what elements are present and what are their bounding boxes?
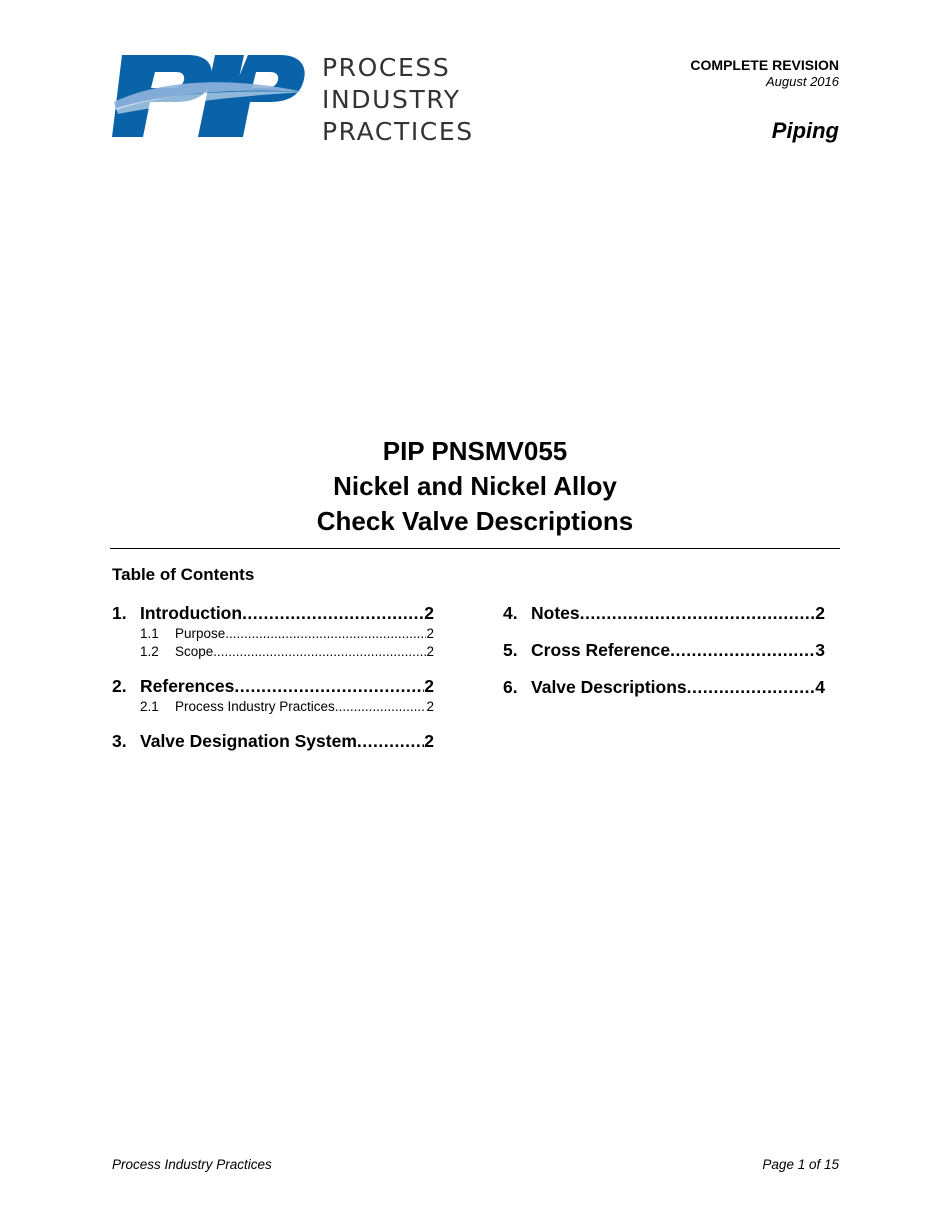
toc-subentry-label: Purpose (175, 626, 226, 641)
toc-entry[interactable] (503, 601, 825, 625)
title-line-3: Check Valve Descriptions (316, 506, 634, 536)
document-category: Piping (771, 118, 839, 143)
toc-subentry-number: 1.1 (140, 626, 159, 641)
toc-leader (357, 729, 424, 753)
toc-leader (225, 625, 426, 643)
toc-section (112, 674, 434, 716)
toc-subentry[interactable] (112, 625, 434, 643)
title-divider (110, 548, 840, 549)
title-line-2: Nickel and Nickel Alloy (333, 471, 617, 501)
toc-entry-number: 4. (503, 603, 518, 623)
footer-organization: Process Industry Practices (112, 1157, 272, 1172)
toc-subentry[interactable] (112, 643, 434, 661)
toc-leader (213, 643, 426, 661)
toc-subentry-label: Process Industry Practices (175, 699, 335, 714)
toc-entry-page: 2 (424, 731, 434, 751)
toc-entry-label: Notes (531, 603, 580, 623)
pip-logo (110, 52, 480, 144)
toc-entry-number: 3. (112, 731, 127, 751)
toc-entry-page: 2 (424, 676, 434, 696)
toc-entry-page: 4 (815, 677, 825, 697)
toc-entry-number: 6. (503, 677, 518, 697)
revision-date: August 2016 (765, 74, 839, 89)
toc-entry-page: 3 (815, 640, 825, 660)
toc-entry-number: 1. (112, 603, 127, 623)
toc-entry-label: Valve Descriptions (531, 677, 687, 697)
toc-leader (242, 601, 424, 625)
toc-entry-label: Introduction (140, 603, 243, 623)
toc-subentry-page: 2 (426, 699, 434, 714)
toc-leader (670, 638, 815, 662)
toc-entry[interactable] (112, 601, 434, 625)
toc-entry-label: Cross Reference (531, 640, 671, 660)
toc-entry[interactable] (112, 674, 434, 698)
toc-entry-label: Valve Designation System (140, 731, 357, 751)
toc-leader (234, 674, 424, 698)
toc-entry-page: 2 (424, 603, 434, 623)
toc-entry-number: 5. (503, 640, 518, 660)
logo-line-3: PRACTICES (322, 117, 474, 146)
revision-status: COMPLETE REVISION (690, 57, 839, 73)
toc-entry[interactable] (503, 638, 825, 662)
toc-heading: Table of Contents (112, 565, 255, 584)
toc-section (503, 601, 825, 625)
footer-page-number: Page 1 of 15 (762, 1157, 839, 1172)
toc-entry[interactable] (503, 675, 825, 699)
toc-section (503, 638, 825, 662)
toc-leader (580, 601, 816, 625)
title-line-1: PIP PNSMV055 (382, 436, 568, 466)
toc-section (503, 675, 825, 699)
document-title (0, 434, 950, 539)
toc-entry-label: References (140, 676, 235, 696)
toc-subentry-label: Scope (175, 644, 214, 659)
toc-leader (335, 698, 427, 716)
toc-entry-page: 2 (815, 603, 825, 623)
toc-section (112, 729, 434, 753)
toc-left-column (112, 601, 434, 766)
toc-entry-number: 2. (112, 676, 127, 696)
revision-block (690, 57, 839, 89)
toc-subentry[interactable] (112, 698, 434, 716)
logo-line-2: INDUSTRY (322, 85, 461, 114)
toc-subentry-number: 1.2 (140, 644, 159, 659)
toc-subentry-page: 2 (426, 626, 434, 641)
pip-logo-mark (110, 52, 306, 140)
toc-subentry-number: 2.1 (140, 699, 159, 714)
toc-section (112, 601, 434, 661)
toc-right-column (503, 601, 825, 712)
logo-line-1: PROCESS (322, 53, 451, 82)
toc-leader (687, 675, 816, 699)
toc-entry[interactable] (112, 729, 434, 753)
logo-wordmark (322, 52, 474, 148)
toc-subentry-page: 2 (426, 644, 434, 659)
